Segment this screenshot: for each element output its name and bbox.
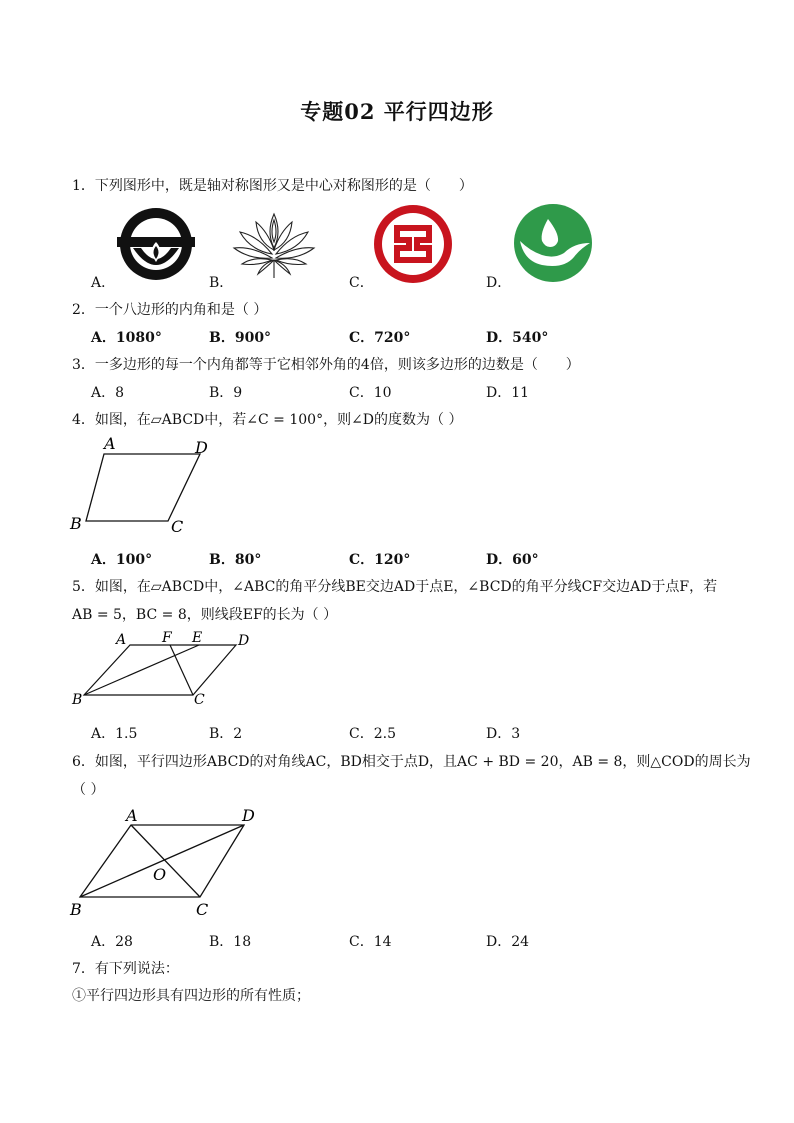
vertex-label-c: C [194, 692, 205, 708]
question-6-stem: 6．如图，平行四边形ABCD的对角线AC，BD相交于点D，且AC + BD = 20，AB = 8，则△COD的周长为 [72, 754, 751, 770]
option-a[interactable]: A．100° [91, 552, 153, 568]
bank-logo-icon [372, 203, 454, 285]
option-b[interactable]: B．9 [209, 385, 243, 401]
vertex-label-c: C [196, 900, 209, 919]
option-a[interactable]: A． [91, 275, 116, 291]
option-d[interactable]: D．24 [486, 934, 530, 950]
option-b[interactable]: B．900° [209, 330, 272, 346]
option-c[interactable]: C．720° [349, 330, 411, 346]
question-7-stem: 7．有下列说法： [72, 961, 179, 977]
center-label-o: O [153, 865, 167, 884]
option-a[interactable]: A．28 [91, 934, 133, 950]
option-a[interactable]: A．1080° [91, 330, 162, 346]
vertex-label-a: A [116, 632, 127, 648]
question-6-stem-cont: （ ） [72, 782, 105, 798]
option-d[interactable]: D．60° [486, 552, 539, 568]
option-a[interactable]: A．8 [91, 385, 125, 401]
question-4-stem: 4．如图，在▱ABCD中，若∠C = 100°，则∠D的度数为（ ） [72, 412, 463, 428]
green-water-drop-icon [512, 203, 594, 283]
option-c[interactable]: C．10 [349, 385, 392, 401]
page-title: 专题02 平行四边形 [300, 99, 494, 124]
point-label-f: F [162, 630, 172, 646]
option-b[interactable]: B．18 [209, 934, 252, 950]
option-b[interactable]: B．2 [209, 726, 243, 742]
option-d[interactable]: D．11 [486, 385, 530, 401]
vertex-label-a: A [104, 434, 116, 453]
vertex-label-b: B [70, 514, 82, 533]
option-d[interactable]: D．540° [486, 330, 549, 346]
vertex-label-c: C [171, 517, 184, 536]
option-a[interactable]: A．1.5 [91, 726, 138, 742]
parallelogram-figure-q6 [66, 803, 266, 921]
question-1-stem: 1．下列图形中，既是轴对称图形又是中心对称图形的是（ ） [72, 178, 473, 194]
option-b[interactable]: B．80° [209, 552, 262, 568]
lotus-flower-icon [232, 208, 316, 280]
question-5-stem-cont: AB = 5，BC = 8，则线段EF的长为（ ） [72, 607, 338, 623]
vertex-label-d: D [238, 633, 250, 649]
circle-chevron-logo-icon [115, 206, 197, 282]
question-7-statement-1: ①平行四边形具有四边形的所有性质； [72, 988, 310, 1004]
option-d[interactable]: D．3 [486, 726, 521, 742]
option-c[interactable]: C．120° [349, 552, 411, 568]
point-label-e: E [192, 630, 203, 646]
option-c[interactable]: C． [349, 275, 374, 291]
parallelogram-figure-q5 [66, 628, 266, 712]
question-5-stem: 5．如图，在▱ABCD中，∠ABC的角平分线BE交边AD于点E，∠BCD的角平分线CF交边AD于点F，若 [72, 579, 718, 595]
vertex-label-b: B [70, 900, 82, 919]
option-c[interactable]: C．2.5 [349, 726, 396, 742]
vertex-label-b: B [72, 692, 83, 708]
option-c[interactable]: C．14 [349, 934, 392, 950]
question-3-stem: 3．一多边形的每一个内角都等于它相邻外角的4倍，则该多边形的边数是（ ） [72, 357, 580, 373]
parallelogram-figure-q4 [66, 432, 226, 538]
vertex-label-d: D [242, 806, 255, 825]
option-b[interactable]: B． [209, 275, 234, 291]
vertex-label-a: A [126, 806, 138, 825]
vertex-label-d: D [195, 438, 208, 457]
question-2-stem: 2．一个八边形的内角和是（ ） [72, 302, 268, 318]
option-d[interactable]: D． [486, 275, 512, 291]
